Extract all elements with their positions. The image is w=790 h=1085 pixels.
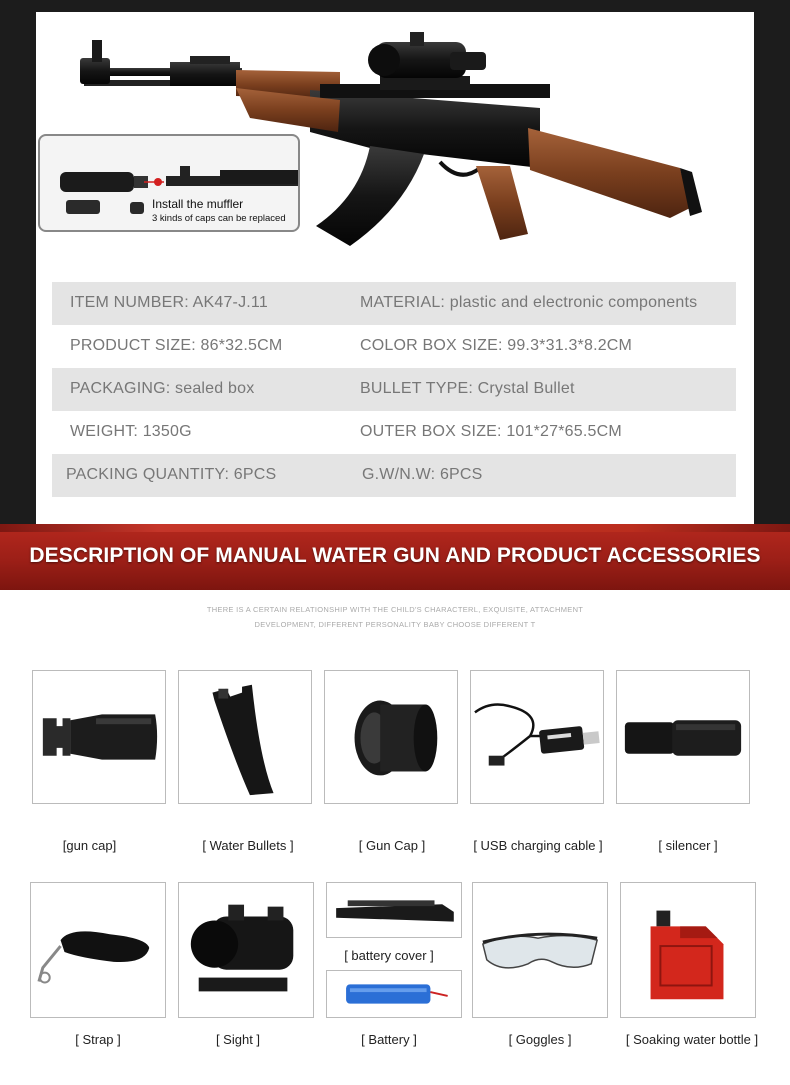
strap-icon [31, 883, 165, 1017]
accessory-label: [ Gun Cap ] [358, 838, 426, 853]
accessory-card-strap [30, 882, 166, 1018]
section-banner [0, 524, 790, 590]
accessory-card-gun-cap-ring [324, 670, 458, 804]
inset-line-2: 3 kinds of caps can be replaced [152, 213, 286, 224]
accessory-label: [gun cap] [62, 838, 117, 853]
goggles-icon [473, 883, 607, 1017]
accessory-card-goggles [472, 882, 608, 1018]
muffler-inset [38, 134, 300, 232]
accessory-label: [ Water Bullets ] [202, 838, 294, 853]
gun-cap-icon [33, 671, 165, 803]
spec-weight: WEIGHT: 1350G [70, 423, 192, 440]
spec-gross-net-weight: G.W/N.W: 6PCS [362, 466, 483, 483]
gun-cap-ring-icon [325, 671, 457, 803]
banner-title: DESCRIPTION OF MANUAL WATER GUN AND PRODUCT ACCESSORIES [29, 544, 761, 567]
accessory-card-water-bullets [178, 670, 312, 804]
spec-row [52, 282, 736, 325]
spec-row [52, 325, 736, 368]
accessory-label: [ USB charging cable ] [473, 838, 603, 853]
inset-line-1: Install the muffler [152, 197, 244, 211]
spec-packaging: PACKAGING: sealed box [70, 380, 255, 397]
sight-icon [179, 883, 313, 1017]
accessory-label: [ silencer ] [658, 838, 718, 853]
spec-outer-box-size: OUTER BOX SIZE: 101*27*65.5CM [360, 423, 622, 440]
battery-cover-icon [327, 883, 461, 937]
spec-color-box-size: COLOR BOX SIZE: 99.3*31.3*8.2CM [360, 337, 633, 354]
spec-row [52, 368, 736, 411]
accessory-card-battery-cover [326, 882, 462, 938]
water-bottle-icon [621, 883, 755, 1017]
spec-product-size: PRODUCT SIZE: 86*32.5CM [70, 337, 283, 354]
accessory-card-battery [326, 970, 462, 1018]
silencer-icon [617, 671, 749, 803]
section-subtitle [160, 602, 630, 632]
accessory-card-water-bottle [620, 882, 756, 1018]
accessory-label: [ Sight ] [215, 1032, 261, 1047]
accessory-label: [ Battery ] [361, 1032, 417, 1047]
accessory-card-silencer [616, 670, 750, 804]
spec-row [52, 454, 736, 497]
spec-material: MATERIAL: plastic and electronic components [360, 294, 698, 311]
accessory-label: [ Strap ] [75, 1032, 121, 1047]
battery-icon [327, 971, 461, 1017]
accessory-label: [ Goggles ] [508, 1032, 572, 1047]
usb-cable-icon [471, 671, 603, 803]
spec-packing-quantity: PACKING QUANTITY: 6PCS [66, 466, 277, 483]
spec-row [52, 411, 736, 454]
subtitle-line-2: DEVELOPMENT, DIFFERENT PERSONALITY BABY CHOOSE DIFFERENT T [254, 620, 536, 629]
magazine-icon [179, 671, 311, 803]
accessory-label: [ Soaking water bottle ] [625, 1032, 759, 1047]
spec-item-number: ITEM NUMBER: AK47-J.11 [70, 294, 268, 311]
spec-bullet-type: BULLET TYPE: Crystal Bullet [360, 380, 575, 397]
accessory-card-gun-cap [32, 670, 166, 804]
subtitle-line-1: THERE IS A CERTAIN RELATIONSHIP WITH THE CHILD'S CHARACTERL, EXQUISITE, ATTACHMENT [206, 605, 584, 614]
accessory-label: [ battery cover ] [344, 948, 434, 963]
accessory-card-sight [178, 882, 314, 1018]
spec-table [52, 282, 736, 497]
accessory-card-usb-cable [470, 670, 604, 804]
